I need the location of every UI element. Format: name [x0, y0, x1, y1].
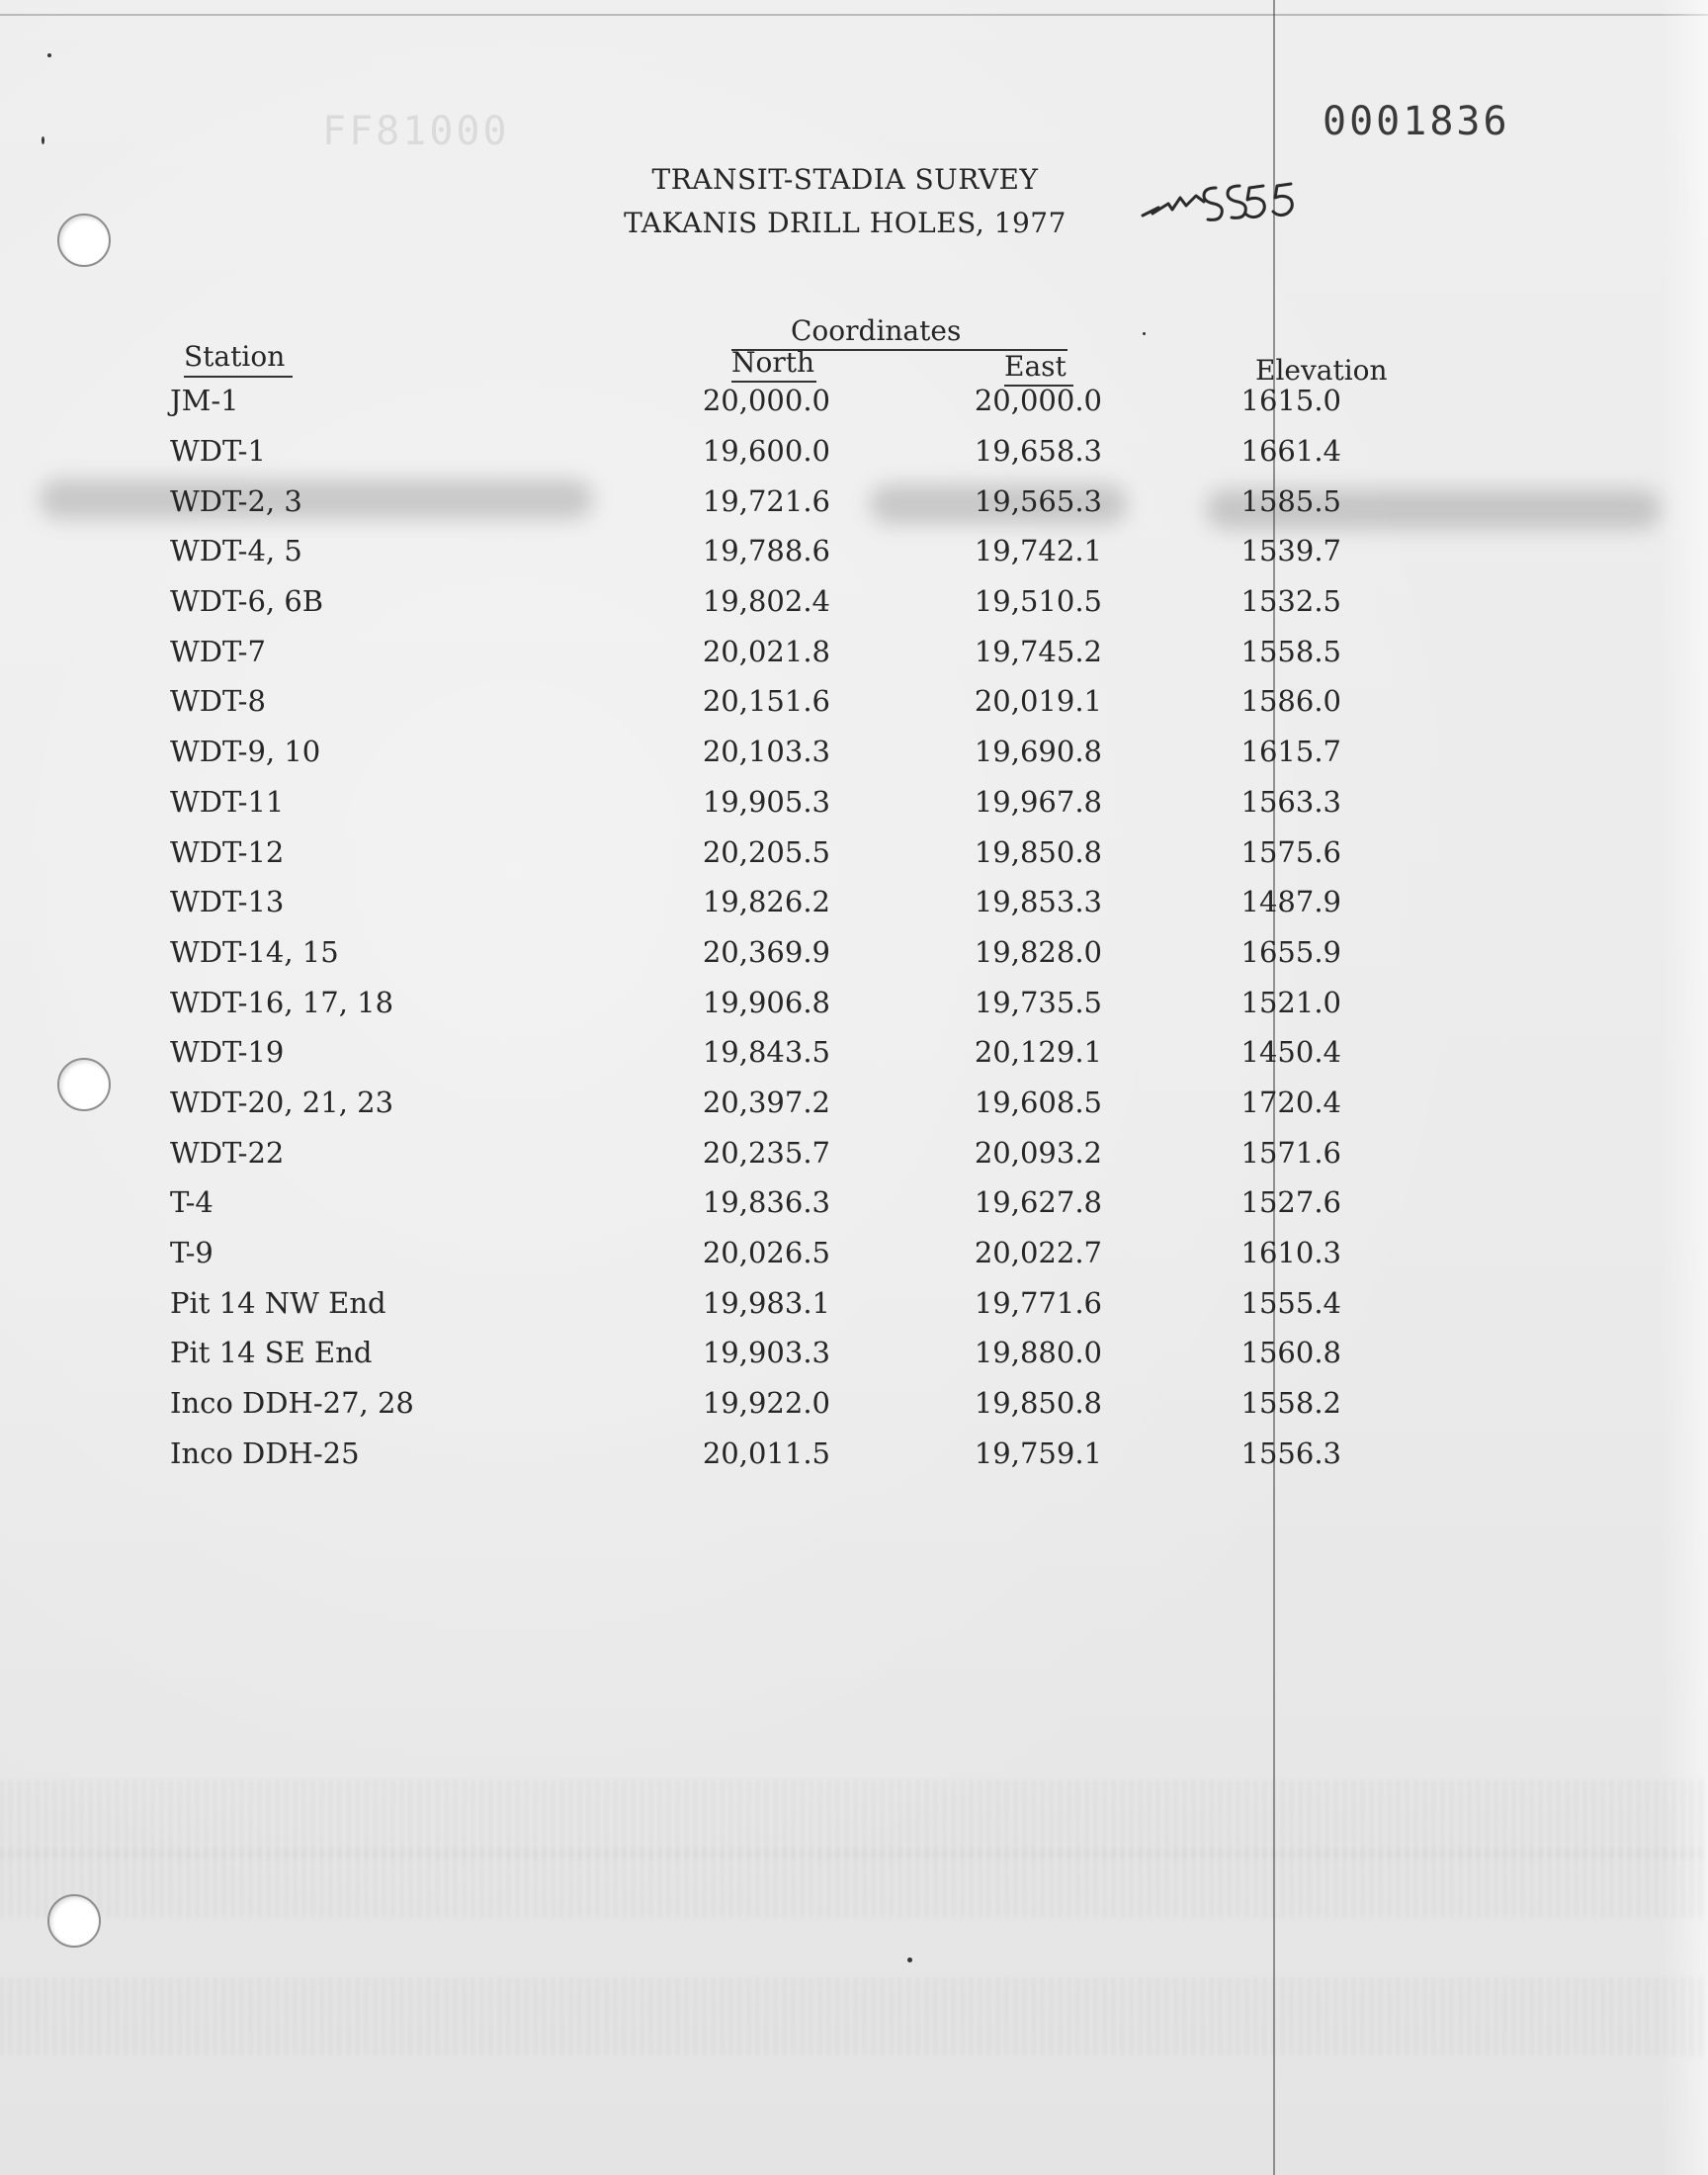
- east-cell: 20,022.7: [974, 1236, 1102, 1270]
- east-cell: 19,735.5: [974, 985, 1102, 1019]
- elevation-cell: 1487.9: [1240, 885, 1341, 919]
- page-top-edge: [0, 14, 1708, 16]
- table-row: [170, 777, 1341, 827]
- north-cell: 19,600.0: [702, 434, 830, 469]
- north-cell: 19,788.6: [702, 534, 830, 568]
- station-cell: WDT-14, 15: [170, 934, 339, 969]
- station-cell: WDT-1: [170, 434, 266, 469]
- north-cell: 20,235.7: [702, 1135, 830, 1170]
- station-cell: Pit 14 SE End: [170, 1336, 373, 1370]
- east-cell: 20,019.1: [974, 684, 1102, 719]
- north-cell: 19,721.6: [702, 483, 830, 518]
- station-cell: WDT-13: [170, 885, 285, 919]
- east-cell: 20,000.0: [974, 384, 1102, 418]
- east-cell: 19,759.1: [974, 1436, 1102, 1470]
- east-cell: 19,850.8: [974, 834, 1102, 869]
- north-cell: 20,103.3: [702, 735, 830, 769]
- east-cell: 19,853.3: [974, 885, 1102, 919]
- elevation-cell: 1615.0: [1240, 384, 1341, 418]
- table-row: [170, 927, 1341, 978]
- north-cell: 19,802.4: [702, 584, 830, 619]
- elevation-cell: 1556.3: [1240, 1436, 1341, 1470]
- station-cell: WDT-9, 10: [170, 735, 321, 769]
- east-cell: 20,093.2: [974, 1135, 1102, 1170]
- elevation-cell: 1585.5: [1240, 483, 1341, 518]
- station-cell: WDT-7: [170, 634, 266, 668]
- table-row: [170, 376, 1341, 426]
- punch-hole-top: [57, 214, 111, 267]
- elevation-cell: 1575.6: [1240, 834, 1341, 869]
- station-cell: T-4: [170, 1185, 214, 1220]
- station-cell: WDT-8: [170, 684, 266, 719]
- east-cell: 19,627.8: [974, 1185, 1102, 1220]
- east-cell: 19,742.1: [974, 534, 1102, 568]
- north-cell: 19,826.2: [702, 885, 830, 919]
- elevation-cell: 1521.0: [1240, 985, 1341, 1019]
- station-cell: JM-1: [170, 384, 239, 418]
- elevation-column-header: Elevation: [1255, 354, 1388, 387]
- table-row: [170, 576, 1341, 627]
- station-cell: Inco DDH-25: [170, 1436, 360, 1470]
- table-row: [170, 1428, 1341, 1478]
- station-cell: WDT-16, 17, 18: [170, 985, 394, 1019]
- table-row: [170, 476, 1341, 526]
- table-row: [170, 1378, 1341, 1429]
- elevation-cell: 1532.5: [1240, 584, 1341, 619]
- elevation-cell: 1661.4: [1240, 434, 1341, 469]
- elevation-cell: 1615.7: [1240, 735, 1341, 769]
- document-title-block: [474, 158, 1216, 245]
- east-cell: 19,510.5: [974, 584, 1102, 619]
- station-cell: T-9: [170, 1236, 214, 1270]
- table-row: [170, 526, 1341, 576]
- elevation-cell: 1539.7: [1240, 534, 1341, 568]
- elevation-cell: 1560.8: [1240, 1336, 1341, 1370]
- north-cell: 19,903.3: [702, 1336, 830, 1370]
- table-row: [170, 877, 1341, 927]
- north-cell: 19,836.3: [702, 1185, 830, 1220]
- elevation-cell: 1563.3: [1240, 784, 1341, 819]
- table-row: [170, 676, 1341, 727]
- station-cell: Pit 14 NW End: [170, 1285, 386, 1320]
- survey-table: [170, 376, 1341, 1478]
- table-row: [170, 977, 1341, 1027]
- scan-noise: [0, 1849, 1708, 1918]
- scan-speck: [1143, 332, 1146, 335]
- north-cell: 19,906.8: [702, 985, 830, 1019]
- north-column-header: North: [731, 346, 815, 379]
- station-cell: WDT-19: [170, 1035, 285, 1070]
- scan-speck: [42, 136, 44, 144]
- elevation-cell: 1655.9: [1240, 934, 1341, 969]
- elevation-cell: 1558.5: [1240, 634, 1341, 668]
- ghost-stamp-number: FF81000: [322, 109, 510, 154]
- document-subtitle: TAKANIS DRILL HOLES, 1977: [624, 207, 1067, 239]
- east-cell: 19,608.5: [974, 1085, 1102, 1119]
- table-row: [170, 1027, 1341, 1078]
- north-cell: 20,000.0: [702, 384, 830, 418]
- east-cell: 19,745.2: [974, 634, 1102, 668]
- punch-hole-middle: [57, 1058, 111, 1111]
- east-cell: 19,850.8: [974, 1386, 1102, 1421]
- north-cell: 20,151.6: [702, 684, 830, 719]
- north-cell: 19,905.3: [702, 784, 830, 819]
- table-row: [170, 1277, 1341, 1328]
- scan-noise: [0, 1977, 1708, 2056]
- table-row: [170, 1177, 1341, 1228]
- document-title: TRANSIT-STADIA SURVEY: [651, 163, 1039, 196]
- elevation-cell: 1720.4: [1240, 1085, 1341, 1119]
- table-row: [170, 1078, 1341, 1128]
- document-number-stamp: 0001836: [1323, 99, 1510, 144]
- east-cell: 19,565.3: [974, 483, 1102, 518]
- north-cell: 19,843.5: [702, 1035, 830, 1070]
- station-cell: WDT-12: [170, 834, 285, 869]
- station-cell: WDT-2, 3: [170, 483, 302, 518]
- scan-noise: [0, 1780, 1708, 1859]
- elevation-cell: 1586.0: [1240, 684, 1341, 719]
- north-cell: 20,011.5: [702, 1436, 830, 1470]
- table-row: [170, 1127, 1341, 1177]
- elevation-cell: 1571.6: [1240, 1135, 1341, 1170]
- coordinates-group-header: Coordinates: [791, 314, 962, 347]
- north-cell: 20,369.9: [702, 934, 830, 969]
- north-cell: 20,026.5: [702, 1236, 830, 1270]
- table-row: [170, 626, 1341, 676]
- east-column-header: East: [1004, 350, 1067, 383]
- east-cell: 19,771.6: [974, 1285, 1102, 1320]
- station-column-header: Station: [184, 340, 286, 373]
- east-cell: 19,967.8: [974, 784, 1102, 819]
- table-row: [170, 727, 1341, 777]
- east-cell: 20,129.1: [974, 1035, 1102, 1070]
- north-cell: 19,922.0: [702, 1386, 830, 1421]
- elevation-cell: 1555.4: [1240, 1285, 1341, 1320]
- punch-hole-bottom: [47, 1894, 101, 1948]
- station-cell: WDT-6, 6B: [170, 584, 324, 619]
- north-cell: 20,021.8: [702, 634, 830, 668]
- elevation-cell: 1610.3: [1240, 1236, 1341, 1270]
- table-row: [170, 1328, 1341, 1378]
- north-cell: 20,397.2: [702, 1085, 830, 1119]
- elevation-cell: 1527.6: [1240, 1185, 1341, 1220]
- scan-speck: [907, 1958, 912, 1962]
- survey-table-body: [170, 376, 1341, 1478]
- station-cell: WDT-11: [170, 784, 285, 819]
- table-row: [170, 826, 1341, 877]
- table-row: [170, 426, 1341, 477]
- north-cell: 20,205.5: [702, 834, 830, 869]
- elevation-cell: 1558.2: [1240, 1386, 1341, 1421]
- station-cell: WDT-20, 21, 23: [170, 1085, 394, 1119]
- east-cell: 19,658.3: [974, 434, 1102, 469]
- station-cell: Inco DDH-27, 28: [170, 1386, 414, 1421]
- east-cell: 19,828.0: [974, 934, 1102, 969]
- east-cell: 19,690.8: [974, 735, 1102, 769]
- table-row: [170, 1228, 1341, 1278]
- scan-speck: [47, 53, 51, 57]
- north-cell: 19,983.1: [702, 1285, 830, 1320]
- east-cell: 19,880.0: [974, 1336, 1102, 1370]
- station-cell: WDT-4, 5: [170, 534, 302, 568]
- station-cell: WDT-22: [170, 1135, 285, 1170]
- elevation-cell: 1450.4: [1240, 1035, 1341, 1070]
